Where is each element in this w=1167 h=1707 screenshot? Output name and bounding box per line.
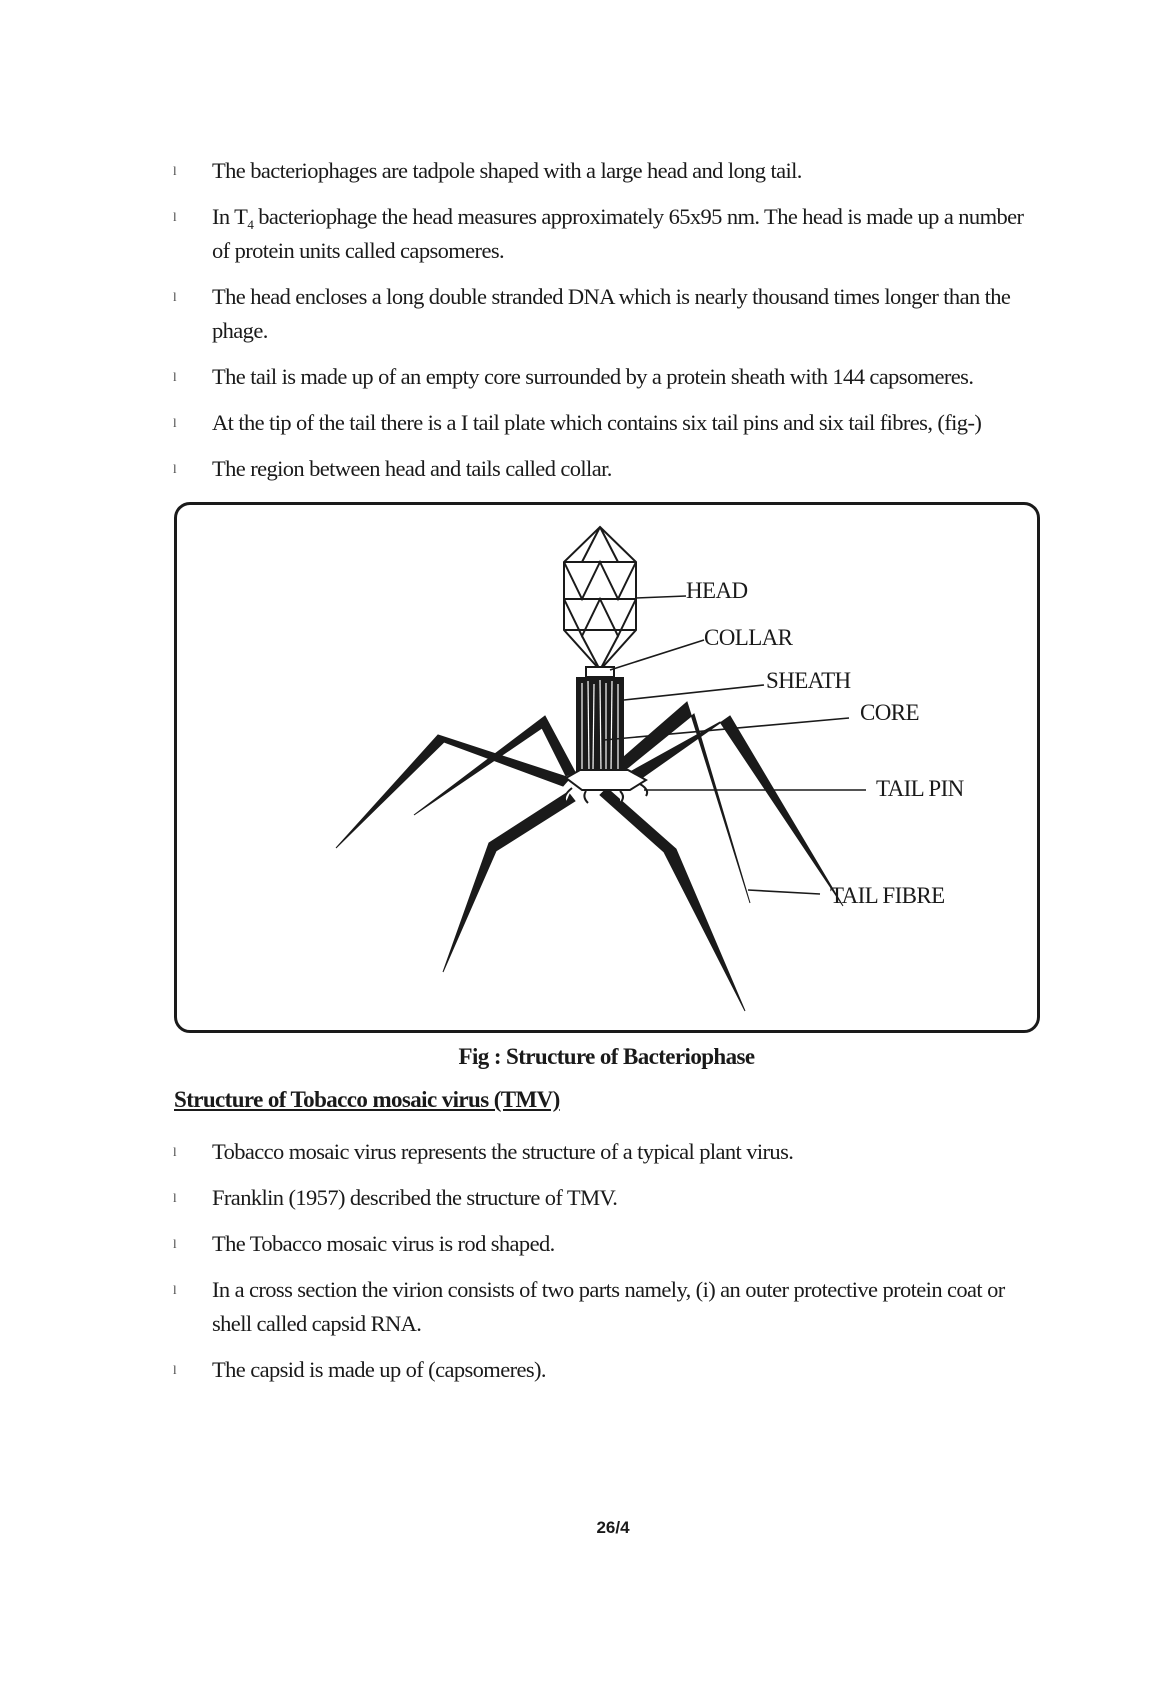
bullet-marker: l	[173, 209, 177, 224]
bullet-marker: l	[173, 415, 177, 430]
figure-caption: Fig : Structure of Bacteriophase	[458, 1044, 755, 1069]
tail-pin	[620, 791, 623, 803]
phage-sheath	[576, 677, 624, 775]
tail-fibre	[600, 788, 745, 1011]
tail-fibre	[443, 792, 575, 972]
list-item-text: In a cross section the virion consists of two parts namely, (i) an outer protective protein coat or shell called capsid RNA.	[212, 1277, 1005, 1336]
label-sheath: SHEATH	[766, 668, 851, 693]
page-number: 26/4	[596, 1518, 630, 1537]
bullet-marker: l	[173, 289, 177, 304]
tail-fibre	[336, 735, 570, 848]
list-item-text: Tobacco mosaic virus represents the structure of a typical plant virus.	[212, 1139, 794, 1164]
bullet-marker: l	[173, 1190, 177, 1205]
bullet-marker: l	[173, 163, 177, 178]
list-item-text: The tail is made up of an empty core surrounded by a protein sheath with 144 capsomeres.	[212, 364, 974, 389]
label-tail-fibre: TAIL FIBRE	[830, 883, 945, 908]
tail-fibre	[630, 716, 843, 906]
label-collar: COLLAR	[704, 625, 793, 650]
phage-collar	[586, 667, 614, 677]
list-item-text: The capsid is made up of (capsomeres).	[212, 1357, 546, 1382]
label-tail-pin: TAIL PIN	[876, 776, 964, 801]
bullet-marker: l	[173, 1144, 177, 1159]
bullet-marker: l	[173, 1236, 177, 1251]
section-heading: Structure of Tobacco mosaic virus (TMV)	[174, 1087, 560, 1112]
list-item-text: In $T_4$ bacteriophage the head measures approximately 65x95 nm. The head is made up a number of protein units called capsomeres.	[212, 204, 1024, 263]
label-head: HEAD	[686, 578, 748, 603]
list-item-text: At the tip of the tail there is a I tail plate which contains six tail pins and six tail fibres, (fig-)	[212, 410, 982, 435]
bullet-marker: l	[173, 461, 177, 476]
tail-pin	[584, 791, 588, 803]
list-item-text: The bacteriophages are tadpole shaped with a large head and long tail.	[212, 158, 802, 183]
label-core: CORE	[860, 700, 919, 725]
list-item-text: Franklin (1957) described the structure of TMV.	[212, 1185, 618, 1210]
subscript: 4	[247, 217, 254, 232]
phage-head	[564, 527, 636, 670]
list-item-text: The Tobacco mosaic virus is rod shaped.	[212, 1231, 555, 1256]
bullet-marker: l	[173, 1362, 177, 1377]
bullet-marker: l	[173, 369, 177, 384]
tail-fibre	[414, 716, 575, 815]
list-item-text: The head encloses a long double stranded DNA which is nearly thousand times longer than the phage.	[212, 284, 1011, 343]
bullet-marker: l	[173, 1282, 177, 1297]
list-item-text: The region between head and tails called collar.	[212, 456, 612, 481]
